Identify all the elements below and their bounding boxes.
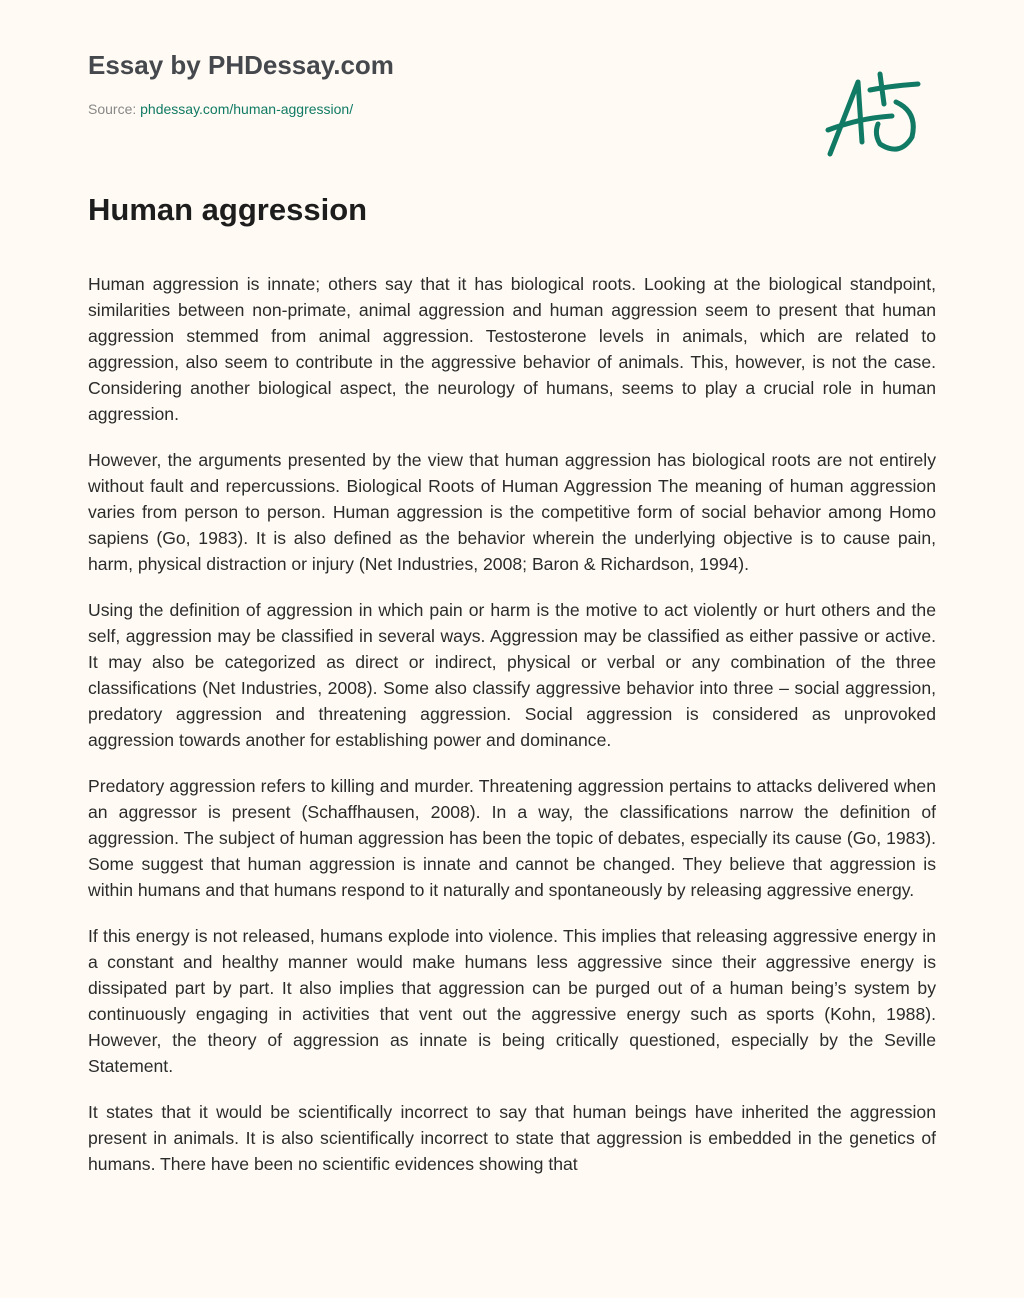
paragraph: However, the arguments presented by the view that human aggression has biological roots are not entirely without fault and repercussions. Biological Roots of Human Aggression The meaning of human aggression varies from person to person. Human aggression is the competitive form of social behavior among Homo sapiens (Go, 1983). It is also defined as the behavior wherein the underlying objective is to cause pain, harm, physical distraction or injury (Net Industries, 2008; Baron & Richardson, 1994). — [88, 450, 936, 574]
source-link[interactable]: phdessay.com/human-aggression/ — [140, 101, 354, 117]
paragraph: Predatory aggression refers to killing and murder. Threatening aggression pertains to attacks delivered when an aggressor is present (Schaffhausen, 2008). In a way, the classifications narrow the definition of aggression. The subject of human aggression has been the topic of debates, especially its cause (Go, 1983). Some suggest that human aggression is innate and cannot be changed. They believe that aggression is within humans and that humans respond to it naturally and spontaneously by releasing aggressive energy. — [88, 776, 936, 900]
essay-title: Human aggression — [88, 192, 368, 227]
source-label: Source: — [88, 101, 137, 117]
paragraph: Using the definition of aggression in which pain or harm is the motive to act violently or hurt others and the self, aggression may be classified in several ways. Aggression may be classified as either passive or active. It may also be categorized as direct or indirect, physical or verbal or any combination of the three classifications (Net Industries, 2008). Some also classify aggressive behavior into three – social aggression, predatory aggression and threatening aggression. Social aggression is considered as unprovoked aggression towards another for establishing power and dominance. — [88, 600, 936, 750]
paragraph: It states that it would be scientifically incorrect to say that human beings have inherited the aggression present in animals. It is also scientifically incorrect to state that aggression is embedded in the genetics of humans. There have been no scientific evidences showing that — [88, 1102, 936, 1174]
site-brand: Essay by PHDessay.com — [88, 50, 394, 80]
paragraph: If this energy is not released, humans explode into violence. This implies that releasing aggressive energy in a constant and healthy manner would make humans less aggressive since their aggressive energy is dissipated part by part. It also implies that aggression can be purged out of a human being’s system by continuously engaging in activities that vent out the aggressive energy such as sports (Kohn, 1988). However, the theory of aggression as innate is being critically questioned, especially by the Seville Statement. — [88, 926, 936, 1076]
a-plus-logo-icon — [820, 62, 930, 162]
source-line — [88, 101, 353, 117]
paragraph: Human aggression is innate; others say that it has biological roots. Looking at the biological standpoint, similarities between non-primate, animal aggression and human aggression seem to present that human aggression stemmed from animal aggression. Testosterone levels in animals, which are related to aggression, also seem to contribute in the aggressive behavior of animals. This, however, is not the case. Considering another biological aspect, the neurology of humans, seems to play a crucial role in human aggression. — [88, 274, 936, 424]
essay-body — [88, 271, 936, 1254]
